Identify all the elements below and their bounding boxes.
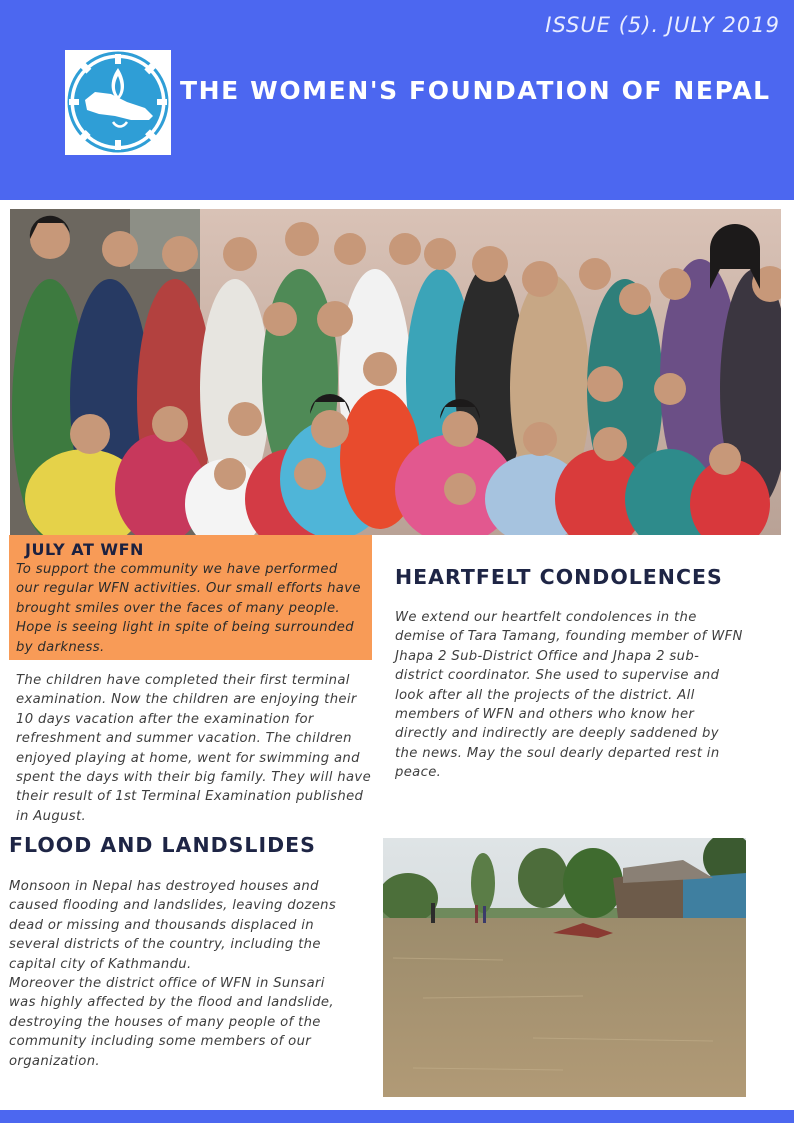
condolences-body-text: We extend our heartfelt condolences in the demise of Tara Tamang, founding member of WFN Jhapa 2 Sub-District Office and Jhapa 2 sub-district coordinator. She used to supervise and look after all the projects of the district. All members of WFN and others who know her directly and indirectly are deeply saddened by the news. May the soul dearly departed rest in peace. <box>395 610 743 781</box>
flood-photo <box>383 838 746 1097</box>
wfn-logo-icon <box>65 50 171 155</box>
july-body-text: The children have completed their first terminal examination. Now the children are enjoying their 10 days vacation after the examination for refreshment and summer vacation. The children enjoyed playing at home, went for swimming and spent the days with their big family. They will have their result of 1st Terminal Examination published in August. <box>16 673 372 824</box>
org-logo <box>65 50 171 155</box>
header-banner <box>0 0 794 200</box>
condolences-heading: HEARTFELT CONDOLENCES <box>395 565 723 589</box>
group-photo-icon <box>10 209 781 535</box>
group-photo <box>10 209 781 535</box>
july-intro-text: To support the community we have performed our regular WFN activities. Our small efforts have brought smiles over the faces of many people. Hope is seeing light in spite of being surrounded by darkness. <box>16 562 361 655</box>
flood-body-text: Monsoon in Nepal has destroyed houses and caused flooding and landslides, leaving dozens dead or missing and thousands displaced in several districts of the country, including the capital city of Kathmandu. Moreover the district office of WFN in Sunsari was highly affected by the flood and landslide, destroying the houses of many people of the community including some members of our organization. <box>9 879 337 1069</box>
flood-heading: FLOOD AND LANDSLIDES <box>9 833 316 857</box>
july-heading: JULY AT WFN <box>25 540 144 559</box>
flood-photo-icon <box>383 838 746 1097</box>
footer-bar <box>0 1110 794 1123</box>
issue-label: ISSUE (5). JULY 2019 <box>545 13 780 37</box>
org-title: THE WOMEN'S FOUNDATION OF NEPAL <box>180 76 771 105</box>
